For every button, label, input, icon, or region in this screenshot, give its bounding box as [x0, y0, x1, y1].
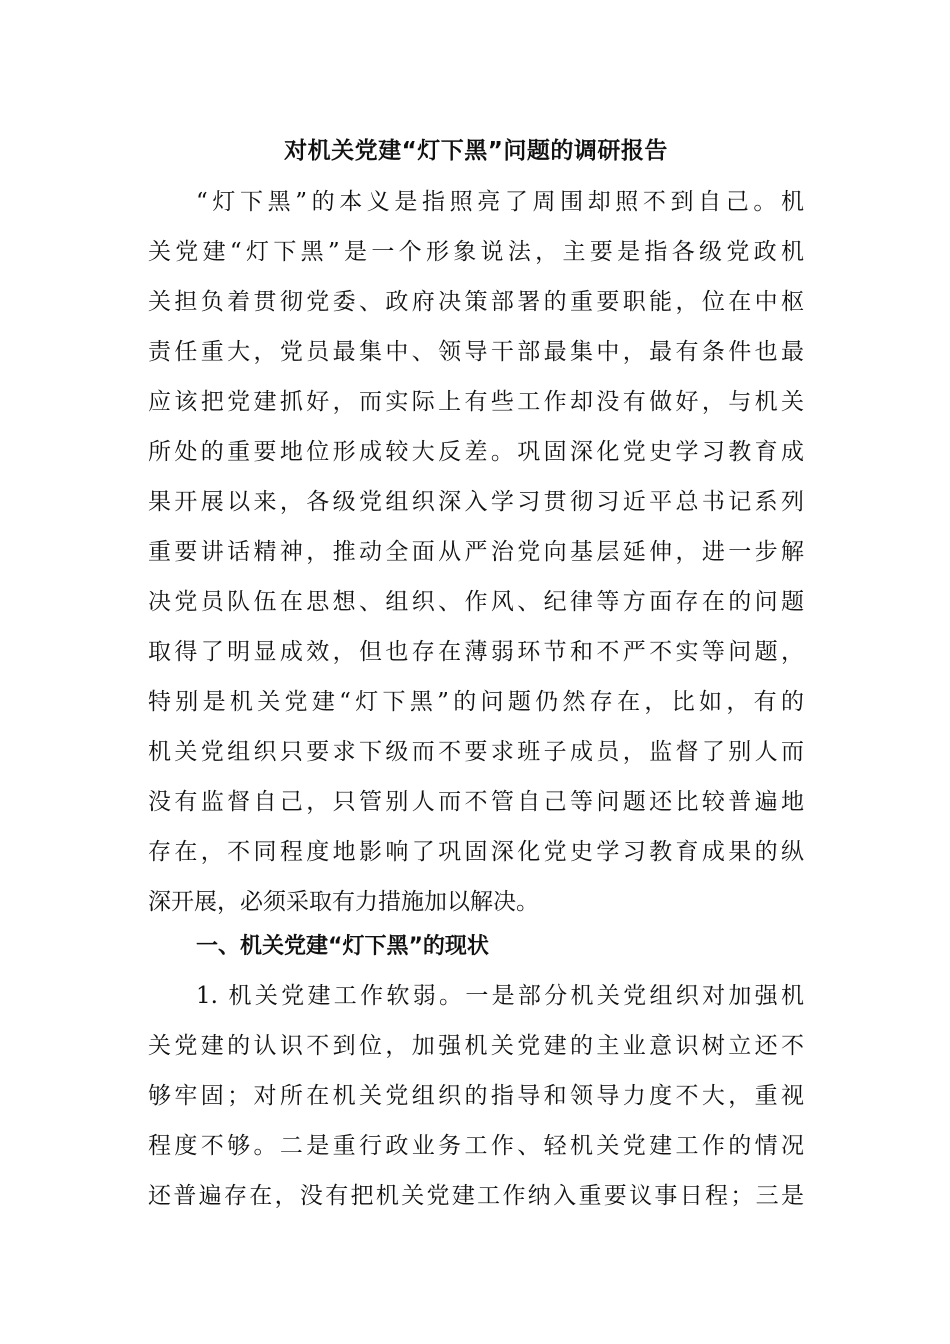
- paragraph-line: 1. 机关党建工作软弱。一是部分机关党组织对加强机: [196, 983, 804, 1009]
- paragraph-line: 深开展，必须采取有力措施加以解决。: [148, 889, 539, 915]
- document-title: 对机关党建“灯下黑”问题的调研报告: [284, 138, 668, 164]
- paragraph-line: 决党员队伍在思想、组织、作风、纪律等方面存在的问题: [148, 589, 804, 615]
- paragraph-line: 果开展以来，各级党组织深入学习贯彻习近平总书记系列: [148, 489, 804, 515]
- intro-paragraph: [148, 177, 804, 927]
- paragraph-line: 机关党组织只要求下级而不要求班子成员，监督了别人而: [148, 739, 804, 765]
- paragraph-line: 应该把党建抓好，而实际上有些工作却没有做好，与机关: [148, 389, 804, 415]
- paragraph-line: 关担负着贯彻党委、政府决策部署的重要职能，位在中枢: [148, 289, 804, 315]
- paragraph-line: 还普遍存在，没有把机关党建工作纳入重要议事日程；三是: [148, 1183, 804, 1209]
- paragraph-line: “灯下黑”的本义是指照亮了周围却照不到自己。机: [196, 189, 804, 215]
- paragraph-line: 取得了明显成效，但也存在薄弱环节和不严不实等问题，: [148, 639, 804, 665]
- paragraph-line: 责任重大，党员最集中、领导干部最集中，最有条件也最: [148, 339, 804, 365]
- section-heading: 一、机关党建“灯下黑”的现状: [196, 934, 489, 959]
- paragraph-line: 存在，不同程度地影响了巩固深化党史学习教育成果的纵: [148, 839, 804, 865]
- paragraph-line: 程度不够。二是重行政业务工作、轻机关党建工作的情况: [148, 1133, 804, 1159]
- section1-paragraph: [148, 971, 804, 1221]
- paragraph-line: 关党建的认识不到位，加强机关党建的主业意识树立还不: [148, 1033, 804, 1059]
- paragraph-line: 够牢固；对所在机关党组织的指导和领导力度不大，重视: [148, 1083, 804, 1109]
- paragraph-line: 所处的重要地位形成较大反差。巩固深化党史学习教育成: [148, 439, 804, 465]
- paragraph-line: 关党建“灯下黑”是一个形象说法，主要是指各级党政机: [148, 239, 804, 265]
- paragraph-line: 特别是机关党建“灯下黑”的问题仍然存在，比如，有的: [148, 689, 804, 715]
- paragraph-line: 没有监督自己，只管别人而不管自己等问题还比较普遍地: [148, 789, 804, 815]
- paragraph-line: 重要讲话精神，推动全面从严治党向基层延伸，进一步解: [148, 539, 804, 565]
